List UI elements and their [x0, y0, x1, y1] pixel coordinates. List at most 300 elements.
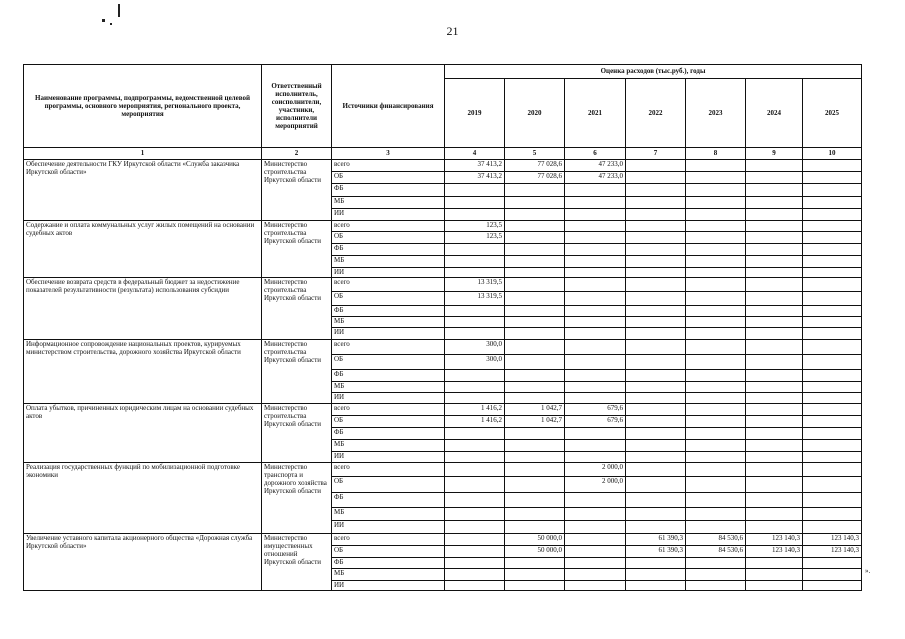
amount-cell-2021: 679,6 — [565, 404, 626, 416]
amount-cell-2022 — [626, 452, 686, 463]
amount-cell-2021 — [565, 440, 626, 452]
amount-cell-2019: 37 413,2 — [445, 160, 505, 172]
amount-cell-2020 — [505, 428, 565, 440]
funding-source-cell: МБ — [332, 382, 445, 393]
amount-cell-2023: 84 530,6 — [686, 546, 746, 558]
amount-cell-2025 — [803, 521, 862, 534]
amount-cell-2022: 61 390,3 — [626, 534, 686, 546]
amount-cell-2022 — [626, 416, 686, 428]
amount-cell-2023 — [686, 440, 746, 452]
amount-cell-2023 — [686, 463, 746, 477]
amount-cell-2025 — [803, 477, 862, 493]
amount-cell-2023 — [686, 244, 746, 256]
amount-cell-2020: 1 042,7 — [505, 404, 565, 416]
amount-cell-2021: 2 000,0 — [565, 463, 626, 477]
amount-cell-2021 — [565, 569, 626, 581]
amount-cell-2024 — [746, 278, 803, 292]
amount-cell-2022 — [626, 340, 686, 355]
funding-source-cell: ФБ — [332, 428, 445, 440]
funding-source-cell: ФБ — [332, 306, 445, 317]
table-body — [24, 160, 862, 591]
header-year: 2019 — [445, 79, 505, 148]
amount-cell-2023 — [686, 160, 746, 172]
amount-cell-2025 — [803, 221, 862, 232]
amount-cell-2020 — [505, 558, 565, 569]
amount-cell-2023 — [686, 416, 746, 428]
amount-cell-2024 — [746, 477, 803, 493]
amount-cell-2020 — [505, 463, 565, 477]
funding-source-cell: МБ — [332, 569, 445, 581]
amount-cell-2021 — [565, 244, 626, 256]
amount-cell-2023 — [686, 317, 746, 328]
funding-source-cell: ИИ — [332, 452, 445, 463]
funding-source-cell: МБ — [332, 317, 445, 328]
amount-cell-2022: 61 390,3 — [626, 546, 686, 558]
header-year: 2021 — [565, 79, 626, 148]
header-year: 2022 — [626, 79, 686, 148]
amount-cell-2025: 123 140,3 — [803, 534, 862, 546]
header-row-top — [24, 65, 862, 79]
amount-cell-2025 — [803, 370, 862, 382]
amount-cell-2025 — [803, 317, 862, 328]
amount-cell-2020: 77 028,6 — [505, 160, 565, 172]
amount-cell-2021 — [565, 184, 626, 197]
funding-source-cell: всего — [332, 404, 445, 416]
amount-cell-2019 — [445, 197, 505, 209]
scan-artifact-dot — [110, 23, 112, 25]
amount-cell-2022 — [626, 268, 686, 278]
funding-source-cell: ИИ — [332, 393, 445, 404]
amount-cell-2022 — [626, 558, 686, 569]
amount-cell-2020 — [505, 508, 565, 521]
amount-cell-2025 — [803, 493, 862, 508]
amount-cell-2020 — [505, 209, 565, 221]
amount-cell-2022 — [626, 404, 686, 416]
amount-cell-2021 — [565, 256, 626, 268]
amount-cell-2019 — [445, 452, 505, 463]
amount-cell-2024 — [746, 197, 803, 209]
amount-cell-2023 — [686, 232, 746, 244]
amount-cell-2019 — [445, 581, 505, 591]
end-mark: ». — [865, 567, 871, 575]
activity-name-cell: Обеспечение возврата средств в федеральный бюджет за недостижение показателей результативности (результата) использования субсидии — [24, 278, 262, 340]
executor-cell: Министерство имущественных отношений Иркутской области — [262, 534, 332, 591]
table-row — [24, 278, 862, 292]
amount-cell-2021: 47 233,0 — [565, 160, 626, 172]
amount-cell-2023 — [686, 268, 746, 278]
column-number-row — [24, 148, 862, 160]
amount-cell-2021 — [565, 292, 626, 306]
funding-source-cell: всего — [332, 463, 445, 477]
executor-cell: Министерство строительства Иркутской области — [262, 221, 332, 278]
amount-cell-2024 — [746, 463, 803, 477]
amount-cell-2023 — [686, 428, 746, 440]
amount-cell-2019 — [445, 306, 505, 317]
amount-cell-2022 — [626, 306, 686, 317]
amount-cell-2022 — [626, 382, 686, 393]
amount-cell-2025 — [803, 340, 862, 355]
amount-cell-2025 — [803, 440, 862, 452]
amount-cell-2020: 50 000,0 — [505, 546, 565, 558]
amount-cell-2021 — [565, 521, 626, 534]
amount-cell-2024 — [746, 209, 803, 221]
amount-cell-2019: 300,0 — [445, 340, 505, 355]
amount-cell-2025 — [803, 256, 862, 268]
amount-cell-2022 — [626, 184, 686, 197]
amount-cell-2021 — [565, 340, 626, 355]
amount-cell-2023 — [686, 521, 746, 534]
amount-cell-2022 — [626, 221, 686, 232]
amount-cell-2022 — [626, 232, 686, 244]
funding-source-cell: ОБ — [332, 477, 445, 493]
executor-cell: Министерство строительства Иркутской области — [262, 278, 332, 340]
amount-cell-2024 — [746, 184, 803, 197]
amount-cell-2025 — [803, 558, 862, 569]
amount-cell-2021 — [565, 221, 626, 232]
funding-source-cell: ОБ — [332, 416, 445, 428]
funding-source-cell: МБ — [332, 256, 445, 268]
funding-source-cell: ИИ — [332, 268, 445, 278]
amount-cell-2019: 13 319,5 — [445, 292, 505, 306]
amount-cell-2019: 123,5 — [445, 232, 505, 244]
amount-cell-2025 — [803, 569, 862, 581]
header-executor: Ответственный исполнитель, соисполнители, участники, исполнители мероприятий — [262, 65, 332, 148]
amount-cell-2024 — [746, 244, 803, 256]
activity-name-cell: Оплата убытков, причиненных юридическим лицам на основании судебных актов — [24, 404, 262, 463]
header-estimate: Оценка расходов (тыс.руб.), годы — [445, 65, 862, 79]
amount-cell-2025 — [803, 463, 862, 477]
amount-cell-2024 — [746, 292, 803, 306]
amount-cell-2020 — [505, 452, 565, 463]
amount-cell-2020 — [505, 317, 565, 328]
amount-cell-2022 — [626, 328, 686, 340]
amount-cell-2019: 123,5 — [445, 221, 505, 232]
amount-cell-2023 — [686, 355, 746, 370]
amount-cell-2019: 1 416,2 — [445, 416, 505, 428]
amount-cell-2025 — [803, 416, 862, 428]
activity-name-cell: Реализация государственных функций по мобилизационной подготовке экономики — [24, 463, 262, 534]
amount-cell-2023 — [686, 452, 746, 463]
amount-cell-2019 — [445, 268, 505, 278]
amount-cell-2024 — [746, 370, 803, 382]
amount-cell-2023: 84 530,6 — [686, 534, 746, 546]
amount-cell-2020: 50 000,0 — [505, 534, 565, 546]
amount-cell-2022 — [626, 521, 686, 534]
amount-cell-2022 — [626, 244, 686, 256]
amount-cell-2021 — [565, 355, 626, 370]
funding-source-cell: всего — [332, 340, 445, 355]
amount-cell-2025 — [803, 452, 862, 463]
funding-source-cell: ФБ — [332, 493, 445, 508]
header-year: 2023 — [686, 79, 746, 148]
table-row — [24, 463, 862, 477]
amount-cell-2019 — [445, 428, 505, 440]
amount-cell-2019 — [445, 184, 505, 197]
amount-cell-2021 — [565, 278, 626, 292]
amount-cell-2023 — [686, 197, 746, 209]
amount-cell-2024 — [746, 404, 803, 416]
funding-source-cell: ФБ — [332, 558, 445, 569]
amount-cell-2020 — [505, 244, 565, 256]
amount-cell-2023 — [686, 558, 746, 569]
amount-cell-2019 — [445, 477, 505, 493]
amount-cell-2024 — [746, 508, 803, 521]
funding-source-cell: ФБ — [332, 370, 445, 382]
funding-source-cell: ИИ — [332, 581, 445, 591]
amount-cell-2024 — [746, 558, 803, 569]
column-number: 4 — [445, 148, 505, 160]
table-row — [24, 340, 862, 355]
column-number: 7 — [626, 148, 686, 160]
amount-cell-2023 — [686, 569, 746, 581]
amount-cell-2025 — [803, 355, 862, 370]
funding-source-cell: ОБ — [332, 232, 445, 244]
amount-cell-2025 — [803, 268, 862, 278]
amount-cell-2023 — [686, 370, 746, 382]
budget-table — [23, 64, 862, 591]
funding-source-cell: всего — [332, 221, 445, 232]
amount-cell-2021 — [565, 581, 626, 591]
amount-cell-2020 — [505, 493, 565, 508]
amount-cell-2021 — [565, 197, 626, 209]
amount-cell-2023 — [686, 306, 746, 317]
column-number: 3 — [332, 148, 445, 160]
amount-cell-2020: 77 028,6 — [505, 172, 565, 184]
amount-cell-2020 — [505, 197, 565, 209]
amount-cell-2019: 37 413,2 — [445, 172, 505, 184]
amount-cell-2024 — [746, 172, 803, 184]
activity-name-cell: Содержание и оплата коммунальных услуг жилых помещений на основании судебных актов — [24, 221, 262, 278]
funding-source-cell: ОБ — [332, 546, 445, 558]
amount-cell-2023 — [686, 209, 746, 221]
amount-cell-2024 — [746, 428, 803, 440]
amount-cell-2025 — [803, 209, 862, 221]
funding-source-cell: всего — [332, 278, 445, 292]
amount-cell-2022 — [626, 355, 686, 370]
amount-cell-2024: 123 140,3 — [746, 534, 803, 546]
amount-cell-2023 — [686, 340, 746, 355]
activity-name-cell: Информационное сопровождение национальных проектов, курируемых министерством строительства, дорожного хозяйства Иркутской области — [24, 340, 262, 404]
amount-cell-2024 — [746, 393, 803, 404]
column-number: 2 — [262, 148, 332, 160]
amount-cell-2021 — [565, 452, 626, 463]
scan-artifact-dot — [102, 19, 105, 22]
funding-source-cell: ОБ — [332, 355, 445, 370]
header-program-name: Наименование программы, подпрограммы, ведомственной целевой программы, основного мероприятия, регионального проекта, мероприятия — [24, 65, 262, 148]
amount-cell-2019 — [445, 493, 505, 508]
header-year: 2024 — [746, 79, 803, 148]
amount-cell-2021 — [565, 209, 626, 221]
amount-cell-2022 — [626, 317, 686, 328]
amount-cell-2024 — [746, 256, 803, 268]
amount-cell-2021 — [565, 370, 626, 382]
funding-source-cell: ОБ — [332, 172, 445, 184]
amount-cell-2024 — [746, 340, 803, 355]
amount-cell-2024 — [746, 232, 803, 244]
amount-cell-2022 — [626, 581, 686, 591]
amount-cell-2022 — [626, 160, 686, 172]
amount-cell-2025 — [803, 160, 862, 172]
funding-source-cell: МБ — [332, 197, 445, 209]
amount-cell-2020 — [505, 221, 565, 232]
header-year: 2025 — [803, 79, 862, 148]
amount-cell-2023 — [686, 477, 746, 493]
amount-cell-2019 — [445, 521, 505, 534]
funding-source-cell: ОБ — [332, 292, 445, 306]
amount-cell-2022 — [626, 393, 686, 404]
amount-cell-2024: 123 140,3 — [746, 546, 803, 558]
header-sources: Источники финансирования — [332, 65, 445, 148]
amount-cell-2019 — [445, 558, 505, 569]
amount-cell-2021 — [565, 558, 626, 569]
amount-cell-2020 — [505, 232, 565, 244]
amount-cell-2025 — [803, 581, 862, 591]
amount-cell-2022 — [626, 278, 686, 292]
amount-cell-2019 — [445, 328, 505, 340]
amount-cell-2023 — [686, 278, 746, 292]
amount-cell-2025 — [803, 306, 862, 317]
amount-cell-2020 — [505, 278, 565, 292]
amount-cell-2025 — [803, 508, 862, 521]
amount-cell-2021 — [565, 428, 626, 440]
amount-cell-2019: 300,0 — [445, 355, 505, 370]
table-row — [24, 404, 862, 416]
amount-cell-2020 — [505, 370, 565, 382]
amount-cell-2022 — [626, 172, 686, 184]
amount-cell-2020 — [505, 477, 565, 493]
amount-cell-2019 — [445, 463, 505, 477]
amount-cell-2019 — [445, 209, 505, 221]
amount-cell-2023 — [686, 292, 746, 306]
amount-cell-2023 — [686, 221, 746, 232]
funding-source-cell: всего — [332, 534, 445, 546]
executor-cell: Министерство строительства Иркутской области — [262, 160, 332, 221]
amount-cell-2023 — [686, 508, 746, 521]
funding-source-cell: ИИ — [332, 328, 445, 340]
amount-cell-2025 — [803, 172, 862, 184]
amount-cell-2019 — [445, 508, 505, 521]
amount-cell-2021 — [565, 306, 626, 317]
table-row — [24, 221, 862, 232]
amount-cell-2019 — [445, 440, 505, 452]
table-row — [24, 534, 862, 546]
amount-cell-2019 — [445, 546, 505, 558]
amount-cell-2024 — [746, 317, 803, 328]
amount-cell-2025 — [803, 404, 862, 416]
amount-cell-2024 — [746, 382, 803, 393]
column-number: 5 — [505, 148, 565, 160]
amount-cell-2023 — [686, 493, 746, 508]
amount-cell-2023 — [686, 382, 746, 393]
amount-cell-2019 — [445, 256, 505, 268]
amount-cell-2021 — [565, 328, 626, 340]
amount-cell-2022 — [626, 493, 686, 508]
amount-cell-2024 — [746, 452, 803, 463]
amount-cell-2022 — [626, 256, 686, 268]
amount-cell-2024 — [746, 221, 803, 232]
activity-name-cell: Увеличение уставного капитала акционерного общества «Дорожная служба Иркутской области» — [24, 534, 262, 591]
amount-cell-2022 — [626, 463, 686, 477]
page-number: 21 — [446, 24, 459, 38]
amount-cell-2020 — [505, 292, 565, 306]
amount-cell-2019 — [445, 569, 505, 581]
amount-cell-2020 — [505, 521, 565, 534]
amount-cell-2024 — [746, 328, 803, 340]
amount-cell-2025 — [803, 393, 862, 404]
amount-cell-2024 — [746, 268, 803, 278]
amount-cell-2023 — [686, 581, 746, 591]
amount-cell-2022 — [626, 440, 686, 452]
amount-cell-2021: 679,6 — [565, 416, 626, 428]
amount-cell-2024 — [746, 416, 803, 428]
amount-cell-2024 — [746, 160, 803, 172]
amount-cell-2021 — [565, 393, 626, 404]
amount-cell-2025 — [803, 328, 862, 340]
amount-cell-2023 — [686, 393, 746, 404]
amount-cell-2021 — [565, 382, 626, 393]
amount-cell-2020 — [505, 569, 565, 581]
header-year: 2020 — [505, 79, 565, 148]
amount-cell-2025 — [803, 382, 862, 393]
amount-cell-2019: 13 319,5 — [445, 278, 505, 292]
amount-cell-2019 — [445, 370, 505, 382]
amount-cell-2023 — [686, 256, 746, 268]
amount-cell-2025 — [803, 428, 862, 440]
executor-cell: Министерство транспорта и дорожного хозяйства Иркутской области — [262, 463, 332, 534]
amount-cell-2021 — [565, 546, 626, 558]
amount-cell-2025 — [803, 244, 862, 256]
amount-cell-2020: 1 042,7 — [505, 416, 565, 428]
amount-cell-2022 — [626, 569, 686, 581]
amount-cell-2019 — [445, 317, 505, 328]
amount-cell-2023 — [686, 184, 746, 197]
amount-cell-2025 — [803, 232, 862, 244]
amount-cell-2023 — [686, 328, 746, 340]
table-row — [24, 160, 862, 172]
amount-cell-2021: 47 233,0 — [565, 172, 626, 184]
amount-cell-2025 — [803, 184, 862, 197]
amount-cell-2020 — [505, 440, 565, 452]
funding-source-cell: МБ — [332, 508, 445, 521]
amount-cell-2021 — [565, 317, 626, 328]
column-number: 8 — [686, 148, 746, 160]
funding-source-cell: всего — [332, 160, 445, 172]
amount-cell-2022 — [626, 508, 686, 521]
amount-cell-2021 — [565, 268, 626, 278]
amount-cell-2025 — [803, 292, 862, 306]
funding-source-cell: ИИ — [332, 521, 445, 534]
amount-cell-2019: 1 416,2 — [445, 404, 505, 416]
amount-cell-2020 — [505, 340, 565, 355]
amount-cell-2020 — [505, 382, 565, 393]
funding-source-cell: ИИ — [332, 209, 445, 221]
amount-cell-2020 — [505, 581, 565, 591]
amount-cell-2025 — [803, 197, 862, 209]
amount-cell-2022 — [626, 370, 686, 382]
amount-cell-2021 — [565, 493, 626, 508]
executor-cell: Министерство строительства Иркутской области — [262, 340, 332, 404]
amount-cell-2019 — [445, 393, 505, 404]
funding-source-cell: ФБ — [332, 184, 445, 197]
amount-cell-2024 — [746, 493, 803, 508]
funding-source-cell: МБ — [332, 440, 445, 452]
amount-cell-2024 — [746, 306, 803, 317]
amount-cell-2019 — [445, 382, 505, 393]
amount-cell-2021 — [565, 534, 626, 546]
funding-source-cell: ФБ — [332, 244, 445, 256]
column-number: 10 — [803, 148, 862, 160]
amount-cell-2021: 2 000,0 — [565, 477, 626, 493]
